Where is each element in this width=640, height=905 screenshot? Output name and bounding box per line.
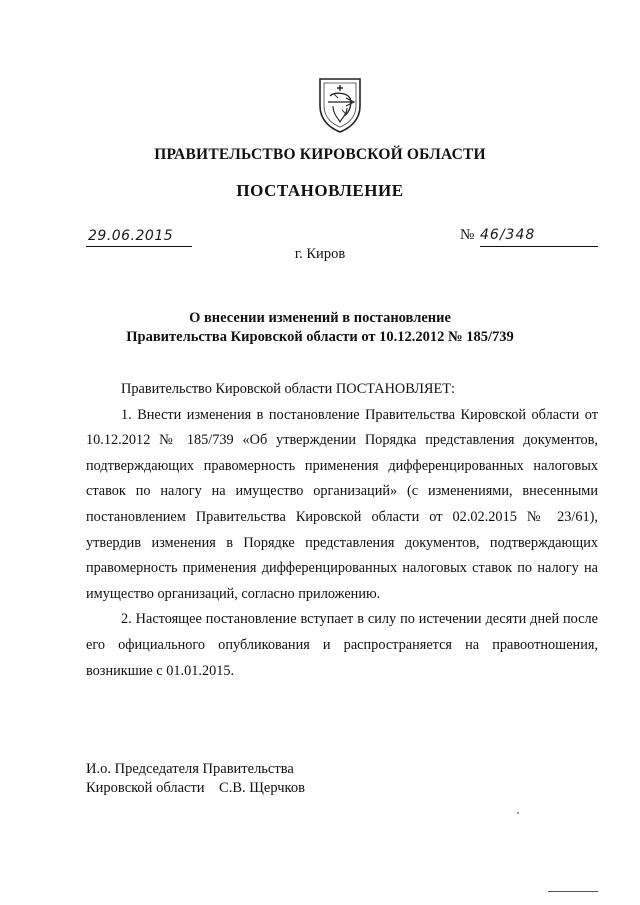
subject-line-2: Правительства Кировской области от 10.12.2012 № 185/739 <box>126 329 514 345</box>
paragraph-2: 2. Настоящее постановление вступает в силу по истечении десяти дней после его официального опубликования и распространяется на правоотношения, возникшие с 01.01.2015. <box>86 611 598 679</box>
signatory-name: Кировской области С.В. Щерчков <box>86 780 305 796</box>
scan-speck <box>517 812 519 814</box>
signatory-position: И.о. Председателя Правительства <box>86 761 294 777</box>
footer-line <box>548 891 598 892</box>
coat-of-arms-icon <box>316 76 364 134</box>
date-field <box>86 229 192 247</box>
government-title: ПРАВИТЕЛЬСТВО КИРОВСКОЙ ОБЛАСТИ <box>154 146 486 163</box>
signature-block <box>86 760 305 798</box>
number-field <box>480 229 598 247</box>
resolution-intro: Правительство Кировской области ПОСТАНОВЛЯЕТ: <box>121 381 455 397</box>
paragraph-1: 1. Внести изменения в постановление Правительства Кировской области от 10.12.2012 № 185/739 «Об утверждении Порядка представления документов, подтверждающих правомерность применения дифференцированных налоговых ставок по налогу на имущество организаций» (с изменениями, внесенными постановлением Правительства Кировской области от 02.02.2015 № 23/61), утвердив изменения в Порядке представления документов, подтверждающих правомерность применения дифференцированных налоговых ставок по налогу на имущество организаций, согласно приложению. <box>86 406 598 602</box>
document-body <box>86 377 598 684</box>
date-value: 29.06.2015 <box>88 228 174 244</box>
city-name: г. Киров <box>294 246 346 262</box>
subject-line-1: О внесении изменений в постановление <box>189 310 451 326</box>
number-value: 46/348 <box>480 227 536 243</box>
number-label: № <box>460 227 475 243</box>
document-subject <box>0 309 640 347</box>
document-type: ПОСТАНОВЛЕНИЕ <box>236 181 404 200</box>
